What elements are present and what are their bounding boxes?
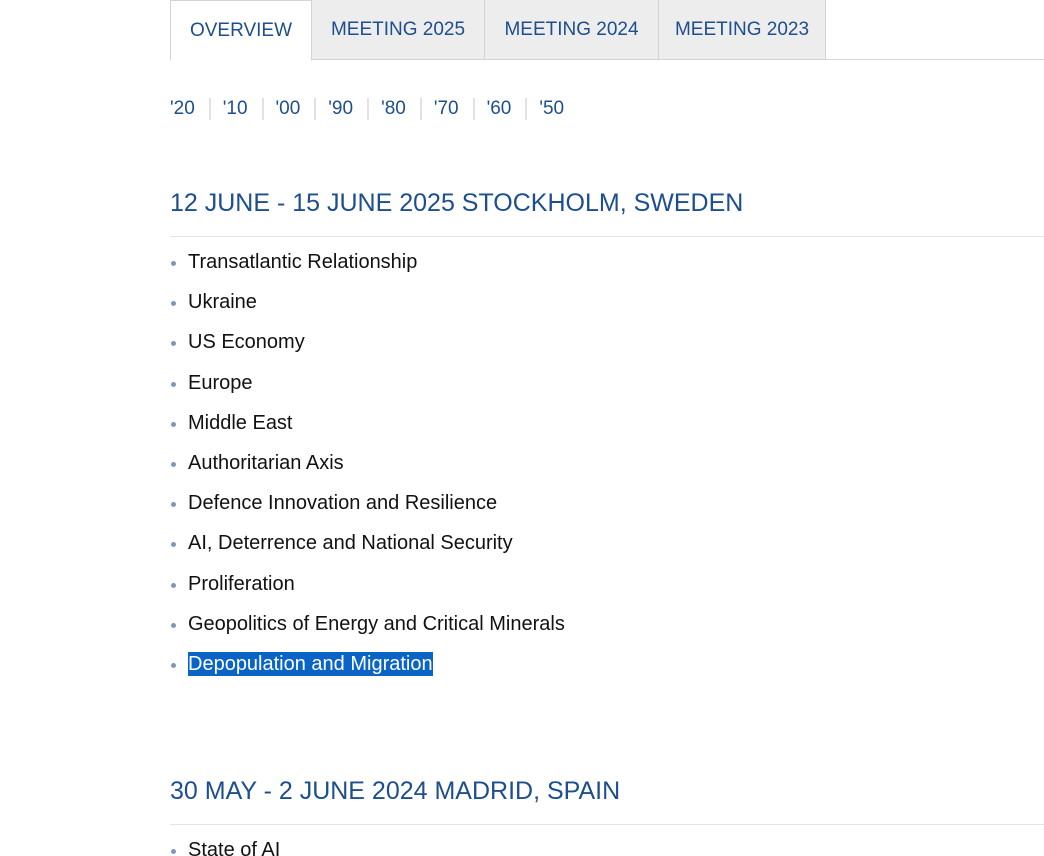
topic-label: Geopolitics of Energy and Critical Minerals: [188, 612, 565, 635]
decade-separator: [209, 98, 211, 120]
topic-label-selected: Depopulation and Migration: [188, 652, 433, 675]
decade-link-20[interactable]: '20: [170, 98, 195, 119]
section-divider: [170, 236, 1044, 237]
topic-label: State of AI: [188, 839, 281, 856]
bullet-icon: [171, 301, 176, 306]
bullet-icon: [171, 341, 176, 346]
section-divider: [170, 824, 1044, 825]
bullet-icon: [171, 542, 176, 547]
decade-nav: [170, 96, 564, 122]
decade-separator: [525, 98, 527, 120]
topic-label: US Economy: [188, 331, 305, 354]
topic-label: Europe: [188, 371, 253, 394]
decade-link-90[interactable]: '90: [328, 98, 354, 119]
bullet-icon: [171, 623, 176, 628]
tab-meeting-2023[interactable]: MEETING 2023: [658, 0, 826, 60]
decade-separator: [314, 98, 316, 120]
decade-separator: [473, 98, 475, 120]
meeting-2024-heading: 30 MAY - 2 JUNE 2024 MADRID, SPAIN: [170, 777, 621, 805]
tab-meeting-2024[interactable]: MEETING 2024: [484, 0, 659, 60]
bullet-icon: [171, 261, 176, 266]
topic-label: Transatlantic Relationship: [188, 251, 418, 273]
topic-label: Defence Innovation and Resilience: [188, 492, 498, 515]
decade-link-00[interactable]: '00: [275, 98, 301, 119]
decade-link-50[interactable]: '50: [539, 98, 565, 119]
decade-link-70[interactable]: '70: [433, 98, 459, 119]
decade-separator: [262, 98, 264, 120]
decade-separator: [367, 98, 369, 120]
decade-link-60[interactable]: '60: [486, 98, 512, 119]
meeting-tabs: [170, 0, 1044, 60]
decade-link-80[interactable]: '80: [381, 98, 406, 119]
topic-label: Proliferation: [188, 572, 295, 595]
decade-link-10[interactable]: '10: [222, 98, 248, 119]
tab-overview[interactable]: OVERVIEW: [170, 0, 312, 61]
decade-separator: [420, 98, 422, 120]
topic-label: Ukraine: [188, 291, 257, 314]
bullet-icon: [171, 663, 176, 668]
bullet-icon: [171, 502, 176, 507]
bullet-icon: [171, 462, 176, 467]
topic-label: Middle East: [188, 411, 293, 434]
meeting-2025-heading: 12 JUNE - 15 JUNE 2025 STOCKHOLM, SWEDEN: [170, 189, 744, 217]
bullet-icon: [171, 422, 176, 427]
tab-meeting-2025[interactable]: MEETING 2025: [311, 0, 485, 60]
bullet-icon: [171, 583, 176, 588]
topic-label: AI, Deterrence and National Security: [188, 532, 513, 555]
bullet-icon: [171, 382, 176, 387]
topic-label: Authoritarian Axis: [188, 451, 344, 474]
bullet-icon: [171, 849, 176, 854]
